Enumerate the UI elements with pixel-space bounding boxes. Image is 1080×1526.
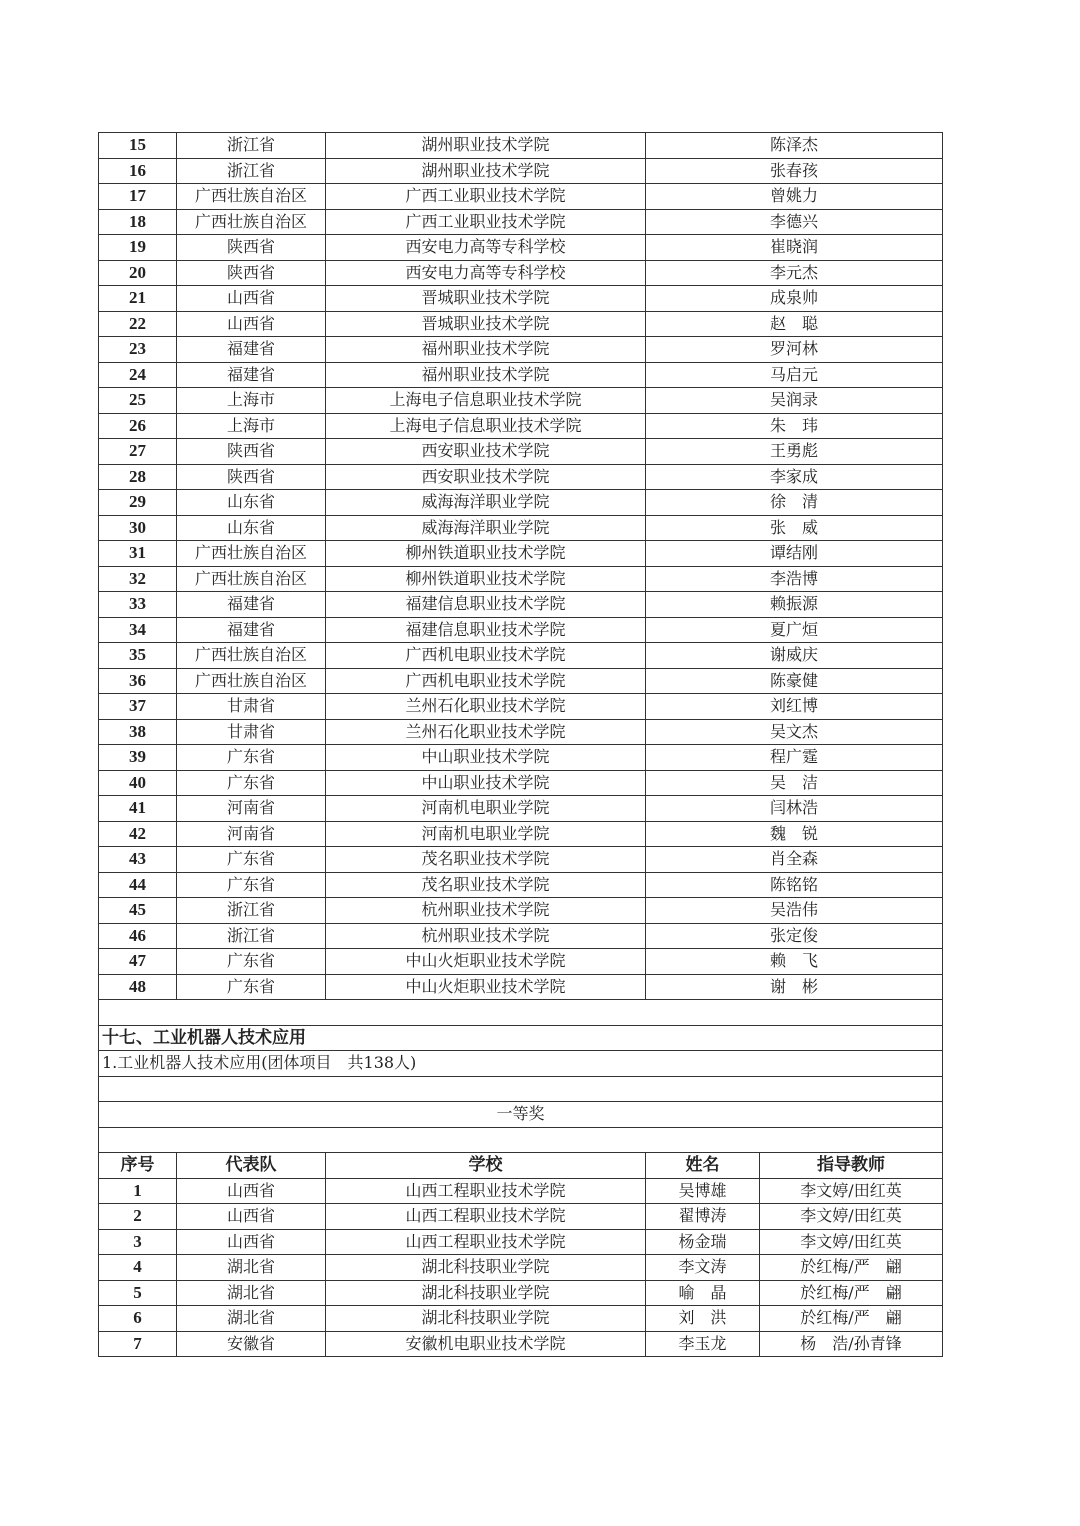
cell-name: 谢 彬 bbox=[646, 974, 943, 1000]
cell-index: 31 bbox=[99, 541, 177, 567]
award-level: 一等奖 bbox=[99, 1102, 943, 1128]
cell-name: 李元杰 bbox=[646, 260, 943, 286]
cell-school: 兰州石化职业技术学院 bbox=[326, 719, 646, 745]
cell-team: 山西省 bbox=[177, 1229, 326, 1255]
award-level-row bbox=[99, 1102, 943, 1128]
cell-instructor: 杨 浩/孙青锋 bbox=[760, 1331, 943, 1357]
cell-name: 李文涛 bbox=[646, 1255, 760, 1281]
column-header-row bbox=[99, 1153, 943, 1179]
cell-team: 甘肃省 bbox=[177, 694, 326, 720]
table-row bbox=[99, 566, 943, 592]
cell-index: 24 bbox=[99, 362, 177, 388]
cell-name: 刘红博 bbox=[646, 694, 943, 720]
cell-team: 陕西省 bbox=[177, 235, 326, 261]
cell-name: 王勇彪 bbox=[646, 439, 943, 465]
cell-school: 茂名职业技术学院 bbox=[326, 872, 646, 898]
header-team: 代表队 bbox=[177, 1153, 326, 1179]
cell-name: 杨金瑞 bbox=[646, 1229, 760, 1255]
cell-school: 上海电子信息职业技术学院 bbox=[326, 413, 646, 439]
cell-index: 43 bbox=[99, 847, 177, 873]
cell-name: 徐 清 bbox=[646, 490, 943, 516]
cell-team: 山东省 bbox=[177, 490, 326, 516]
blank-row bbox=[99, 1000, 943, 1026]
cell-index: 19 bbox=[99, 235, 177, 261]
table-row bbox=[99, 362, 943, 388]
cell-index: 39 bbox=[99, 745, 177, 771]
cell-name: 谭结刚 bbox=[646, 541, 943, 567]
table-row bbox=[99, 235, 943, 261]
cell-index: 27 bbox=[99, 439, 177, 465]
cell-team: 广西壮族自治区 bbox=[177, 566, 326, 592]
cell-team: 浙江省 bbox=[177, 923, 326, 949]
cell-name: 陈泽杰 bbox=[646, 133, 943, 159]
cell-index: 37 bbox=[99, 694, 177, 720]
cell-name: 谢威庆 bbox=[646, 643, 943, 669]
header-school: 学校 bbox=[326, 1153, 646, 1179]
table-row bbox=[99, 490, 943, 516]
cell-team: 山西省 bbox=[177, 286, 326, 312]
cell-name: 成泉帅 bbox=[646, 286, 943, 312]
cell-index: 46 bbox=[99, 923, 177, 949]
table-row bbox=[99, 1331, 943, 1357]
table-row bbox=[99, 209, 943, 235]
cell-school: 湖北科技职业学院 bbox=[326, 1280, 646, 1306]
cell-team: 陕西省 bbox=[177, 260, 326, 286]
cell-school: 安徽机电职业技术学院 bbox=[326, 1331, 646, 1357]
blank-row bbox=[99, 1127, 943, 1153]
cell-index: 44 bbox=[99, 872, 177, 898]
cell-index: 33 bbox=[99, 592, 177, 618]
table-row bbox=[99, 1280, 943, 1306]
cell-team: 安徽省 bbox=[177, 1331, 326, 1357]
cell-team: 广西壮族自治区 bbox=[177, 668, 326, 694]
cell-school: 西安电力高等专科学校 bbox=[326, 235, 646, 261]
cell-school: 湖州职业技术学院 bbox=[326, 158, 646, 184]
header-name: 姓名 bbox=[646, 1153, 760, 1179]
cell-school: 山西工程职业技术学院 bbox=[326, 1178, 646, 1204]
table-row bbox=[99, 388, 943, 414]
cell-team: 广东省 bbox=[177, 745, 326, 771]
cell-team: 广东省 bbox=[177, 872, 326, 898]
cell-index: 1 bbox=[99, 1178, 177, 1204]
cell-school: 上海电子信息职业技术学院 bbox=[326, 388, 646, 414]
cell-team: 广西壮族自治区 bbox=[177, 184, 326, 210]
section-title-row bbox=[99, 1025, 943, 1051]
cell-instructor: 於红梅/严 翩 bbox=[760, 1280, 943, 1306]
subsection-title: 1.工业机器人技术应用(团体项目 共138人) bbox=[99, 1051, 943, 1077]
cell-school: 杭州职业技术学院 bbox=[326, 898, 646, 924]
cell-name: 张春孩 bbox=[646, 158, 943, 184]
cell-index: 17 bbox=[99, 184, 177, 210]
cell-index: 20 bbox=[99, 260, 177, 286]
cell-school: 杭州职业技术学院 bbox=[326, 923, 646, 949]
blank-cell bbox=[99, 1000, 943, 1026]
cell-team: 上海市 bbox=[177, 413, 326, 439]
cell-school: 柳州铁道职业技术学院 bbox=[326, 541, 646, 567]
cell-school: 福建信息职业技术学院 bbox=[326, 617, 646, 643]
cell-team: 广西壮族自治区 bbox=[177, 209, 326, 235]
section-header-body bbox=[99, 1000, 943, 1179]
cell-team: 湖北省 bbox=[177, 1280, 326, 1306]
cell-instructor: 李文婷/田红英 bbox=[760, 1204, 943, 1230]
cell-school: 广西机电职业技术学院 bbox=[326, 643, 646, 669]
cell-team: 山西省 bbox=[177, 1178, 326, 1204]
cell-name: 吴润录 bbox=[646, 388, 943, 414]
cell-name: 陈铭铭 bbox=[646, 872, 943, 898]
cell-name: 张 威 bbox=[646, 515, 943, 541]
cell-index: 45 bbox=[99, 898, 177, 924]
section-title: 十七、工业机器人技术应用 bbox=[99, 1025, 943, 1051]
cell-team: 浙江省 bbox=[177, 133, 326, 159]
cell-index: 42 bbox=[99, 821, 177, 847]
table-row bbox=[99, 413, 943, 439]
cell-school: 柳州铁道职业技术学院 bbox=[326, 566, 646, 592]
table-row bbox=[99, 1306, 943, 1332]
cell-team: 广西壮族自治区 bbox=[177, 643, 326, 669]
cell-name: 魏 锐 bbox=[646, 821, 943, 847]
cell-index: 5 bbox=[99, 1280, 177, 1306]
cell-name: 陈豪健 bbox=[646, 668, 943, 694]
cell-name: 马启元 bbox=[646, 362, 943, 388]
cell-name: 李家成 bbox=[646, 464, 943, 490]
cell-school: 湖北科技职业学院 bbox=[326, 1255, 646, 1281]
cell-team: 广东省 bbox=[177, 949, 326, 975]
cell-name: 翟博涛 bbox=[646, 1204, 760, 1230]
cell-name: 吴文杰 bbox=[646, 719, 943, 745]
cell-index: 32 bbox=[99, 566, 177, 592]
cell-index: 2 bbox=[99, 1204, 177, 1230]
table-row bbox=[99, 949, 943, 975]
cell-index: 22 bbox=[99, 311, 177, 337]
cell-name: 程广霆 bbox=[646, 745, 943, 771]
cell-index: 23 bbox=[99, 337, 177, 363]
cell-index: 4 bbox=[99, 1255, 177, 1281]
table-row bbox=[99, 668, 943, 694]
cell-school: 河南机电职业学院 bbox=[326, 796, 646, 822]
cell-index: 18 bbox=[99, 209, 177, 235]
cell-index: 40 bbox=[99, 770, 177, 796]
cell-school: 茂名职业技术学院 bbox=[326, 847, 646, 873]
cell-name: 曾姚力 bbox=[646, 184, 943, 210]
table-row bbox=[99, 821, 943, 847]
cell-school: 福州职业技术学院 bbox=[326, 362, 646, 388]
cell-name: 李德兴 bbox=[646, 209, 943, 235]
cell-team: 甘肃省 bbox=[177, 719, 326, 745]
cell-team: 陕西省 bbox=[177, 439, 326, 465]
cell-index: 6 bbox=[99, 1306, 177, 1332]
cell-instructor: 李文婷/田红英 bbox=[760, 1229, 943, 1255]
cell-index: 30 bbox=[99, 515, 177, 541]
table-row bbox=[99, 337, 943, 363]
blank-row bbox=[99, 1076, 943, 1102]
cell-name: 吴浩伟 bbox=[646, 898, 943, 924]
cell-name: 李浩博 bbox=[646, 566, 943, 592]
table-row bbox=[99, 694, 943, 720]
cell-index: 26 bbox=[99, 413, 177, 439]
cell-team: 浙江省 bbox=[177, 158, 326, 184]
cell-name: 李玉龙 bbox=[646, 1331, 760, 1357]
cell-team: 福建省 bbox=[177, 362, 326, 388]
lower-results-body bbox=[99, 1178, 943, 1357]
table-row bbox=[99, 541, 943, 567]
cell-school: 湖北科技职业学院 bbox=[326, 1306, 646, 1332]
cell-school: 福建信息职业技术学院 bbox=[326, 592, 646, 618]
cell-school: 威海海洋职业学院 bbox=[326, 515, 646, 541]
cell-index: 38 bbox=[99, 719, 177, 745]
cell-school: 广西工业职业技术学院 bbox=[326, 184, 646, 210]
cell-school: 广西工业职业技术学院 bbox=[326, 209, 646, 235]
cell-team: 广东省 bbox=[177, 847, 326, 873]
upper-results-body bbox=[99, 133, 943, 1000]
cell-team: 广东省 bbox=[177, 770, 326, 796]
cell-team: 浙江省 bbox=[177, 898, 326, 924]
table-row bbox=[99, 974, 943, 1000]
cell-team: 广东省 bbox=[177, 974, 326, 1000]
cell-index: 21 bbox=[99, 286, 177, 312]
cell-team: 福建省 bbox=[177, 617, 326, 643]
table-row bbox=[99, 617, 943, 643]
cell-name: 崔晓润 bbox=[646, 235, 943, 261]
table-row bbox=[99, 770, 943, 796]
cell-name: 张定俊 bbox=[646, 923, 943, 949]
table-row bbox=[99, 592, 943, 618]
cell-team: 湖北省 bbox=[177, 1306, 326, 1332]
table-row bbox=[99, 515, 943, 541]
cell-index: 36 bbox=[99, 668, 177, 694]
cell-index: 3 bbox=[99, 1229, 177, 1255]
table-row bbox=[99, 1229, 943, 1255]
cell-name: 夏广烜 bbox=[646, 617, 943, 643]
cell-index: 29 bbox=[99, 490, 177, 516]
cell-name: 赖振源 bbox=[646, 592, 943, 618]
cell-school: 晋城职业技术学院 bbox=[326, 311, 646, 337]
blank-cell bbox=[99, 1127, 943, 1153]
cell-school: 山西工程职业技术学院 bbox=[326, 1229, 646, 1255]
cell-instructor: 李文婷/田红英 bbox=[760, 1178, 943, 1204]
cell-name: 罗河林 bbox=[646, 337, 943, 363]
table-row bbox=[99, 286, 943, 312]
cell-index: 15 bbox=[99, 133, 177, 159]
cell-instructor: 於红梅/严 翩 bbox=[760, 1255, 943, 1281]
cell-school: 中山火炬职业技术学院 bbox=[326, 949, 646, 975]
table-row bbox=[99, 260, 943, 286]
cell-index: 41 bbox=[99, 796, 177, 822]
table-row bbox=[99, 158, 943, 184]
cell-name: 刘 洪 bbox=[646, 1306, 760, 1332]
cell-school: 西安职业技术学院 bbox=[326, 464, 646, 490]
cell-team: 河南省 bbox=[177, 821, 326, 847]
table-row bbox=[99, 133, 943, 159]
subsection-title-row bbox=[99, 1051, 943, 1077]
results-table bbox=[98, 132, 943, 1357]
cell-school: 威海海洋职业学院 bbox=[326, 490, 646, 516]
cell-school: 山西工程职业技术学院 bbox=[326, 1204, 646, 1230]
cell-school: 中山职业技术学院 bbox=[326, 745, 646, 771]
cell-team: 福建省 bbox=[177, 592, 326, 618]
cell-name: 吴博雄 bbox=[646, 1178, 760, 1204]
cell-index: 35 bbox=[99, 643, 177, 669]
cell-name: 朱 玮 bbox=[646, 413, 943, 439]
table-row bbox=[99, 184, 943, 210]
cell-name: 肖全森 bbox=[646, 847, 943, 873]
cell-school: 广西机电职业技术学院 bbox=[326, 668, 646, 694]
cell-school: 福州职业技术学院 bbox=[326, 337, 646, 363]
cell-school: 晋城职业技术学院 bbox=[326, 286, 646, 312]
cell-index: 25 bbox=[99, 388, 177, 414]
cell-index: 16 bbox=[99, 158, 177, 184]
blank-cell bbox=[99, 1076, 943, 1102]
cell-school: 河南机电职业学院 bbox=[326, 821, 646, 847]
table-row bbox=[99, 311, 943, 337]
cell-team: 上海市 bbox=[177, 388, 326, 414]
cell-index: 34 bbox=[99, 617, 177, 643]
cell-team: 山西省 bbox=[177, 311, 326, 337]
table-row bbox=[99, 923, 943, 949]
cell-school: 中山职业技术学院 bbox=[326, 770, 646, 796]
cell-name: 赖 飞 bbox=[646, 949, 943, 975]
cell-team: 陕西省 bbox=[177, 464, 326, 490]
table-row bbox=[99, 719, 943, 745]
cell-school: 兰州石化职业技术学院 bbox=[326, 694, 646, 720]
cell-index: 47 bbox=[99, 949, 177, 975]
cell-team: 福建省 bbox=[177, 337, 326, 363]
table-row bbox=[99, 745, 943, 771]
cell-school: 西安电力高等专科学校 bbox=[326, 260, 646, 286]
table-row bbox=[99, 847, 943, 873]
cell-team: 湖北省 bbox=[177, 1255, 326, 1281]
table-row bbox=[99, 872, 943, 898]
cell-index: 7 bbox=[99, 1331, 177, 1357]
cell-team: 山西省 bbox=[177, 1204, 326, 1230]
cell-name: 喻 晶 bbox=[646, 1280, 760, 1306]
cell-name: 吴 洁 bbox=[646, 770, 943, 796]
table-row bbox=[99, 898, 943, 924]
cell-name: 闫林浩 bbox=[646, 796, 943, 822]
cell-team: 广西壮族自治区 bbox=[177, 541, 326, 567]
cell-index: 28 bbox=[99, 464, 177, 490]
cell-school: 湖州职业技术学院 bbox=[326, 133, 646, 159]
cell-index: 48 bbox=[99, 974, 177, 1000]
table-row bbox=[99, 439, 943, 465]
cell-team: 河南省 bbox=[177, 796, 326, 822]
cell-name: 赵 聪 bbox=[646, 311, 943, 337]
table-row bbox=[99, 796, 943, 822]
header-instructor: 指导教师 bbox=[760, 1153, 943, 1179]
cell-school: 中山火炬职业技术学院 bbox=[326, 974, 646, 1000]
cell-instructor: 於红梅/严 翩 bbox=[760, 1306, 943, 1332]
table-row bbox=[99, 1255, 943, 1281]
table-row bbox=[99, 643, 943, 669]
table-row bbox=[99, 464, 943, 490]
header-index: 序号 bbox=[99, 1153, 177, 1179]
cell-school: 西安职业技术学院 bbox=[326, 439, 646, 465]
table-row bbox=[99, 1204, 943, 1230]
table-row bbox=[99, 1178, 943, 1204]
cell-team: 山东省 bbox=[177, 515, 326, 541]
